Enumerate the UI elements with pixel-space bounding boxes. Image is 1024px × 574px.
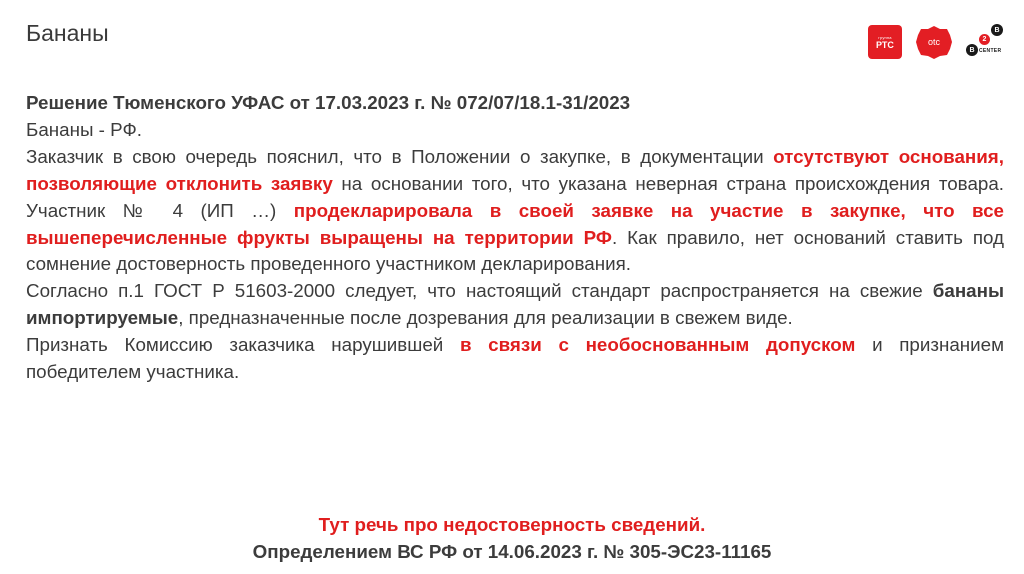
- b2b-logo-text: CENTER: [979, 48, 1002, 54]
- paragraph-1: [26, 144, 1004, 279]
- slide-body: [26, 90, 1004, 386]
- p1-highlight-1: отсутствуют основания, позволяющие отклонить заявку: [26, 145, 1004, 194]
- partner-logos: [868, 24, 1006, 60]
- b2b-dot-2: 2: [979, 34, 990, 45]
- p3-highlight: в связи с необоснованным допуском: [459, 334, 856, 356]
- p1-text-a: Заказчик в свою очередь пояснил, что в Положении о закупке, в документации: [26, 145, 774, 167]
- b2b-dot-1: B: [966, 44, 978, 56]
- paragraph-3: [26, 332, 1004, 386]
- p2-text-b: , предназначенные после дозревания для реализации в свежем виде.: [178, 307, 793, 329]
- b2b-center-logo: [966, 24, 1006, 60]
- p1-highlight-2: продекларировала в своей заявке на участие в закупке, что все вышеперечисленные фрукты выращены на территории РФ: [26, 199, 1004, 248]
- line-rf: Бананы - РФ.: [26, 118, 142, 140]
- p3-text-a: Признать Комиссию заказчика нарушившей: [26, 334, 460, 356]
- b2b-dot-3: B: [991, 24, 1003, 36]
- rts-logo-caption: группа: [878, 34, 892, 40]
- otc-logo: [914, 24, 954, 60]
- rts-logo-text: РТС: [876, 39, 894, 50]
- slide-title: Бананы: [26, 20, 109, 46]
- otc-logo-text: otc: [927, 37, 941, 47]
- footer-reference: Определением ВС РФ от 14.06.2023 г. № 305-ЭС23-11165: [252, 541, 772, 562]
- decision-heading: Решение Тюменского УФАС от 17.03.2023 г. № 072/07/18.1-31/2023: [26, 92, 631, 113]
- p3-text-b: и признанием победителем участника.: [26, 334, 1004, 383]
- p1-text-b: на основании того, что указана неверная страна происхождения товара. Участник № 4 (ИП …): [26, 172, 1005, 221]
- p2-bold: бананы импортируемые: [26, 280, 1004, 329]
- p1-text-c: . Как правило, нет оснований ставить под сомнение достоверность проведенного участником декларирования.: [26, 226, 1004, 275]
- p2-text-a: Согласно п.1 ГОСТ Р 51603-2000 следует, что настоящий стандарт распространяется на свежие: [26, 280, 933, 302]
- rts-logo: [868, 25, 902, 59]
- paragraph-2: [26, 278, 1004, 332]
- footer-note: Тут речь про недостоверность сведений.: [318, 514, 706, 535]
